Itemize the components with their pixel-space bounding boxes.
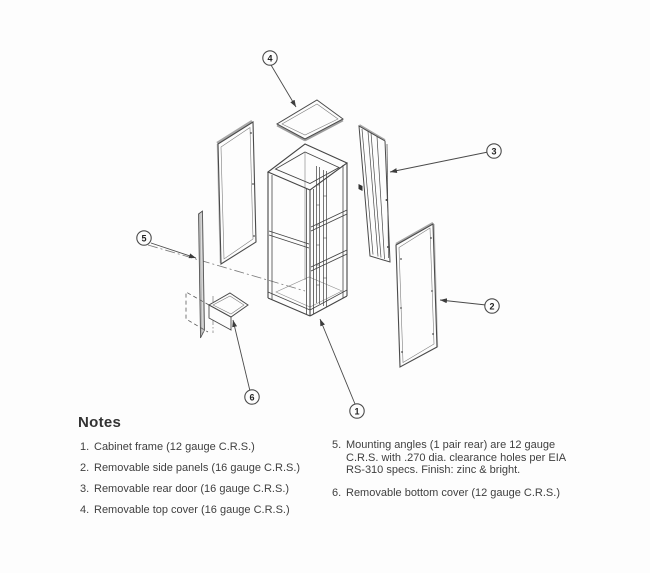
- leader-line-3: [390, 152, 488, 172]
- callout-1-number: 1: [354, 406, 360, 417]
- note-item-3-number: 3.: [80, 483, 90, 495]
- leader-line-6: [233, 320, 250, 391]
- note-item-3: [80, 483, 335, 496]
- note-item-4: [80, 504, 335, 517]
- bottom-cover: [186, 292, 248, 333]
- note-item-5-number: 5.: [332, 439, 342, 451]
- note-item-2: [80, 462, 335, 475]
- callout-5: [137, 231, 151, 245]
- note-item-4-number: 4.: [80, 504, 90, 516]
- callout-2-number: 2: [489, 301, 495, 312]
- note-item-4-text: Removable top cover (16 gauge C.R.S.): [94, 504, 290, 516]
- callout-2: [485, 299, 499, 313]
- callout-1: [350, 404, 364, 418]
- cabinet-frame: [268, 144, 347, 316]
- notes-heading: Notes: [78, 414, 122, 431]
- side-panel-right: [396, 223, 438, 367]
- note-item-5-text: Mounting angles (1 pair rear) are 12 gauge C.R.S. with .270 dia. clearance holes per EIA RS-310 specs. Finish: zinc & bright.: [346, 439, 566, 476]
- note-item-6-text: Removable bottom cover (12 gauge C.R.S.): [346, 486, 560, 499]
- mounting-rails: [316, 166, 327, 307]
- leader-line-1: [320, 319, 355, 404]
- leader-line-2: [440, 300, 486, 305]
- mounting-angle: [199, 211, 205, 338]
- cross-members: [269, 210, 347, 271]
- callout-3-number: 3: [491, 146, 497, 157]
- note-item-6: [332, 487, 570, 500]
- note-item-3-text: Removable rear door (16 gauge C.R.S.): [94, 483, 290, 495]
- callout-6: [245, 390, 259, 404]
- note-item-5: [332, 439, 570, 477]
- rear-door: [359, 125, 391, 262]
- callout-6-number: 6: [249, 392, 255, 403]
- top-cover: [277, 100, 343, 141]
- callout-4-number: 4: [267, 53, 273, 64]
- leader-line-5: [151, 243, 196, 258]
- side-panel-left: [217, 121, 256, 264]
- note-item-1: [80, 441, 335, 454]
- note-item-2-number: 2.: [80, 462, 90, 474]
- leader-line-4: [271, 65, 296, 107]
- notes-list-right: [332, 439, 570, 509]
- callout-3: [487, 144, 501, 158]
- note-item-6-number: 6.: [332, 486, 342, 499]
- notes-list-left: [80, 441, 335, 525]
- note-item-2-text: Removable side panels (16 gauge C.R.S.): [94, 462, 301, 474]
- note-item-1-text: Cabinet frame (12 gauge C.R.S.): [94, 441, 255, 453]
- callout-5-number: 5: [141, 233, 147, 244]
- note-item-1-number: 1.: [80, 441, 90, 453]
- callout-4: [263, 51, 277, 65]
- door-latch: [359, 184, 363, 191]
